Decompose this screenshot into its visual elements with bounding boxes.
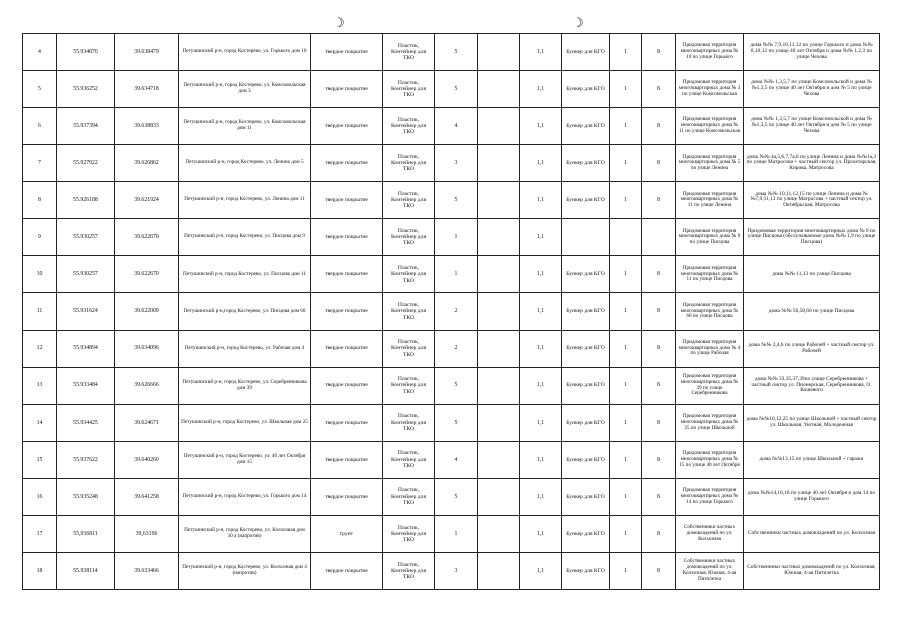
served-buildings-cell: дома №№13,15 по улице Школьной + гаражи	[744, 441, 880, 478]
yard-territory-cell: Придомовая территория многоквартирных дома № 60 по улице Писцова	[676, 293, 744, 330]
empty-cell	[478, 515, 520, 552]
longitude-cell: 39,63196	[115, 515, 179, 552]
yard-territory-cell: Собственники частных домовладений по ул. Колхозная, Южная, 4-ая Пятилетка	[676, 552, 744, 589]
table-row	[23, 108, 880, 145]
bunker-count-cell: 1	[610, 330, 642, 367]
row-number: 6	[23, 108, 57, 145]
latitude-cell: 55,936811	[57, 515, 115, 552]
container-material-cell: Пластик, Контейнер для ТКО	[383, 515, 435, 552]
table-row	[23, 34, 880, 71]
bunker-type-cell: Бункер для КГО	[562, 145, 610, 182]
address-cell: Петушинский р-н, город Костерево, ул. Горького дом 10	[179, 34, 311, 71]
bunker-volume-cell: 8	[642, 404, 676, 441]
row-number: 17	[23, 515, 57, 552]
yard-territory-cell: Придомовая территория многоквартирных дома № 15 по улице 40 лет Октября	[676, 441, 744, 478]
surface-cell: твердое покрытие	[311, 256, 383, 293]
surface-cell: грунт	[311, 515, 383, 552]
yard-territory-cell: Придомовая территория многоквартирных дома № 39 по улице Серебренникова	[676, 367, 744, 404]
longitude-cell: 39.634096	[115, 330, 179, 367]
surface-cell: твердое покрытие	[311, 404, 383, 441]
container-volume-cell: 1,1	[520, 256, 562, 293]
empty-cell	[478, 441, 520, 478]
bunker-count-cell	[610, 219, 642, 256]
served-buildings-cell: дома №№ 11,13 по улице Писцова	[744, 256, 880, 293]
address-cell: Петушинский р-н, город Костерево, ул. Серебренникова дом 39	[179, 367, 311, 404]
bunker-type-cell: Бункер для КГО	[562, 515, 610, 552]
longitude-cell: 39.622670	[115, 256, 179, 293]
empty-cell	[478, 367, 520, 404]
header-mark-right: ☽	[572, 15, 584, 30]
container-volume-cell: 1,1	[520, 478, 562, 515]
surface-cell: твердое покрытие	[311, 441, 383, 478]
longitude-cell: 39.634718	[115, 71, 179, 108]
served-buildings-cell: Собственники частных домовладений по ул. Колхозная, Южная, 4-ая Пятилетка	[744, 552, 880, 589]
surface-cell: твердое покрытие	[311, 330, 383, 367]
bunker-count-cell: 1	[610, 515, 642, 552]
address-cell: Петушинский р-н, город Костерево, ул. Ленина дом 11	[179, 182, 311, 219]
row-number: 7	[23, 145, 57, 182]
yard-territory-cell: Придомовая территория многоквартирных дома № 9 по улице Писцова	[676, 219, 744, 256]
bunker-count-cell: 1	[610, 34, 642, 71]
row-number: 18	[23, 552, 57, 589]
bunker-volume-cell: 8	[642, 515, 676, 552]
container-material-cell: Пластик, Контейнер для ТКО	[383, 367, 435, 404]
yard-territory-cell: Придомовая территория многоквартирных дома № 3 по улице Комсомольская	[676, 71, 744, 108]
bunker-type-cell: Бункер для КГО	[562, 552, 610, 589]
bunker-volume-cell: 8	[642, 441, 676, 478]
yard-territory-cell: Собственники частных домовладений по ул. Колхозная	[676, 515, 744, 552]
container-count-cell: 5	[435, 404, 478, 441]
row-number: 12	[23, 330, 57, 367]
address-cell: Петушинский р-н, город Костерево, ул. Колхозная дом 4 (напротив)	[179, 552, 311, 589]
address-cell: Петушинский р-н, город Костерево, ул. Школьная дом 25	[179, 404, 311, 441]
latitude-cell: 55.936252	[57, 71, 115, 108]
bunker-count-cell: 1	[610, 404, 642, 441]
longitude-cell: 39.638833	[115, 108, 179, 145]
table-row	[23, 404, 880, 441]
container-material-cell: Пластик, Контейнер для ТКО	[383, 182, 435, 219]
bunker-type-cell: Бункер для КГО	[562, 330, 610, 367]
empty-cell	[478, 330, 520, 367]
waste-sites-table	[22, 33, 880, 590]
row-number: 4	[23, 34, 57, 71]
container-material-cell: Пластик, Контейнер для ТКО	[383, 404, 435, 441]
bunker-volume-cell: 8	[642, 145, 676, 182]
served-buildings-cell: дома №№ 56,58,60 по улице Писцова	[744, 293, 880, 330]
container-volume-cell: 1,1	[520, 515, 562, 552]
address-cell: Петушинский р-н, город Костерево, ул. Рабочая дом 4	[179, 330, 311, 367]
address-cell: Петушинский р-н, город Костерево, ул. Горького дом 14	[179, 478, 311, 515]
latitude-cell: 55.934876	[57, 34, 115, 71]
bunker-type-cell: Бункер для КГО	[562, 256, 610, 293]
bunker-volume-cell: 8	[642, 478, 676, 515]
bunker-type-cell	[562, 219, 610, 256]
latitude-cell: 55.938114	[57, 552, 115, 589]
bunker-count-cell: 1	[610, 71, 642, 108]
bunker-volume-cell: 8	[642, 367, 676, 404]
longitude-cell: 39.624671	[115, 404, 179, 441]
served-buildings-cell: дома №№ 33,35,37,39по улице Серебренникова + частный сектор ул. Пионерская, Серебренникова, О. Кошевого	[744, 367, 880, 404]
address-cell: Петушинский р-н, город Костерево, ул. Писцова дом 11	[179, 256, 311, 293]
table-row	[23, 182, 880, 219]
container-material-cell: Пластик, Контейнер для ТКО	[383, 108, 435, 145]
bunker-volume-cell: 8	[642, 108, 676, 145]
bunker-volume-cell: 8	[642, 182, 676, 219]
bunker-volume-cell	[642, 219, 676, 256]
bunker-type-cell: Бункер для КГО	[562, 71, 610, 108]
surface-cell: твердое покрытие	[311, 552, 383, 589]
latitude-cell: 55.927922	[57, 145, 115, 182]
table-row	[23, 478, 880, 515]
yard-territory-cell: Придомовая территория многоквартирных дома № 14 по улице Горького	[676, 478, 744, 515]
table-row	[23, 367, 880, 404]
container-count-cell: 2	[435, 293, 478, 330]
table-row	[23, 330, 880, 367]
longitude-cell: 39.640260	[115, 441, 179, 478]
served-buildings-cell: дома №№ 10,11,12,15 по улице Ленина и дома №№7,9,11,13 по улице Матросова + частный сектор ул. Октябрьская, Матросова	[744, 182, 880, 219]
table-row	[23, 515, 880, 552]
container-material-cell: Пластик, Контейнер для ТКО	[383, 219, 435, 256]
empty-cell	[478, 219, 520, 256]
surface-cell: твердое покрытие	[311, 71, 383, 108]
latitude-cell: 55.935248	[57, 478, 115, 515]
longitude-cell: 39.626666	[115, 367, 179, 404]
bunker-volume-cell: 8	[642, 71, 676, 108]
bunker-volume-cell: 8	[642, 256, 676, 293]
longitude-cell: 39.626862	[115, 145, 179, 182]
container-material-cell: Пластик, Контейнер для ТКО	[383, 256, 435, 293]
empty-cell	[478, 108, 520, 145]
container-count-cell: 5	[435, 71, 478, 108]
longitude-cell: 39.633466	[115, 552, 179, 589]
empty-cell	[478, 71, 520, 108]
bunker-type-cell: Бункер для КГО	[562, 34, 610, 71]
address-cell: Петушинский р-н, город Костерево, ул. Ленина дом 5	[179, 145, 311, 182]
bunker-count-cell: 1	[610, 478, 642, 515]
longitude-cell: 39.638479	[115, 34, 179, 71]
container-material-cell: Пластик, Контейнер для ТКО	[383, 552, 435, 589]
latitude-cell: 55.937394	[57, 108, 115, 145]
yard-territory-cell: Придомовая территория многоквартирных дома № 11 по улице Ленина	[676, 182, 744, 219]
container-material-cell: Пластик, Контейнер для ТКО	[383, 441, 435, 478]
container-volume-cell: 1,1	[520, 404, 562, 441]
bunker-type-cell: Бункер для КГО	[562, 367, 610, 404]
served-buildings-cell: Придомовая территория многоквартирных дома № 9 по улице Писцова (обслуживаемые дома №№ 1,9 по улице Писцова)	[744, 219, 880, 256]
served-buildings-cell: дома №№ 2,4,6 по улице Рабочей + частный сектор ул. Рабочей	[744, 330, 880, 367]
container-count-cell: 3	[435, 552, 478, 589]
header-mark-left: ☽	[333, 15, 345, 30]
address-cell: Петушинский р-н, город Костерево, ул. Комсомольская дом 3	[179, 71, 311, 108]
container-volume-cell: 1,1	[520, 71, 562, 108]
latitude-cell: 55.934894	[57, 330, 115, 367]
table-row	[23, 552, 880, 589]
container-volume-cell: 1,1	[520, 219, 562, 256]
yard-territory-cell: Придомовая территория многоквартирных дома № 25 по улице Школьной	[676, 404, 744, 441]
table-row	[23, 219, 880, 256]
bunker-count-cell: 1	[610, 256, 642, 293]
served-buildings-cell: дома №№ 1,3,5,7 по улице Комсомольской и дома №№1,3,5 по улице 40 лет Октября и дом № 5 по улице Чехова	[744, 71, 880, 108]
container-material-cell: Пластик, Контейнер для ТКО	[383, 330, 435, 367]
yard-territory-cell: Придомовая территория многоквартирных дома № 11 по улице Комсомольская	[676, 108, 744, 145]
bunker-count-cell: 1	[610, 293, 642, 330]
address-cell: Петушинский р-н, город Костерево, ул. 40 лет Октября дом 15	[179, 441, 311, 478]
latitude-cell: 55.930257	[57, 256, 115, 293]
bunker-type-cell: Бункер для КГО	[562, 293, 610, 330]
container-volume-cell: 1,1	[520, 441, 562, 478]
bunker-volume-cell: 8	[642, 552, 676, 589]
empty-cell	[478, 478, 520, 515]
container-volume-cell: 1,1	[520, 182, 562, 219]
longitude-cell: 39.641258	[115, 478, 179, 515]
container-count-cell: 1	[435, 515, 478, 552]
surface-cell: твердое покрытие	[311, 108, 383, 145]
bunker-volume-cell: 8	[642, 330, 676, 367]
bunker-count-cell: 1	[610, 182, 642, 219]
table-row	[23, 441, 880, 478]
empty-cell	[478, 182, 520, 219]
yard-territory-cell: Придомовая территория многоквартирных дома № 10 по улице Горького	[676, 34, 744, 71]
container-volume-cell: 1,1	[520, 293, 562, 330]
container-count-cell: 5	[435, 478, 478, 515]
latitude-cell: 55.933484	[57, 367, 115, 404]
latitude-cell: 55.931624	[57, 293, 115, 330]
container-volume-cell: 1,1	[520, 552, 562, 589]
container-material-cell: Пластик, Контейнер для ТКО	[383, 71, 435, 108]
table-row	[23, 145, 880, 182]
bunker-type-cell: Бункер для КГО	[562, 441, 610, 478]
served-buildings-cell: Собственники частных домовладений по ул. Колхозная	[744, 515, 880, 552]
row-number: 8	[23, 182, 57, 219]
empty-cell	[478, 256, 520, 293]
surface-cell: твердое покрытие	[311, 145, 383, 182]
table-row	[23, 293, 880, 330]
container-material-cell: Пластик, Контейнер для ТКО	[383, 34, 435, 71]
container-volume-cell: 1,1	[520, 34, 562, 71]
container-material-cell: Пластик, Контейнер для ТКО	[383, 293, 435, 330]
latitude-cell: 55.930257	[57, 219, 115, 256]
row-number: 10	[23, 256, 57, 293]
longitude-cell: 39.621924	[115, 182, 179, 219]
container-volume-cell: 1,1	[520, 108, 562, 145]
served-buildings-cell: дома №№ 7,9,10,11,12 по улице Горького и дома №№ 8,10,12 по улице 40 лет Октября и дома №№ 1,2,3 по улице Чехова	[744, 34, 880, 71]
container-count-cell: 4	[435, 108, 478, 145]
container-count-cell: 3	[435, 145, 478, 182]
table-row	[23, 256, 880, 293]
longitude-cell: 39.622009	[115, 293, 179, 330]
served-buildings-cell: дома №№14,16,18 по улице 40 лет Октября и дом 14 по улице Горького	[744, 478, 880, 515]
bunker-type-cell: Бункер для КГО	[562, 182, 610, 219]
empty-cell	[478, 404, 520, 441]
empty-cell	[478, 552, 520, 589]
row-number: 15	[23, 441, 57, 478]
address-cell: Петушинский р-н, город Костерево, ул. Колхозная дом 30 а (напротив)	[179, 515, 311, 552]
empty-cell	[478, 34, 520, 71]
empty-cell	[478, 145, 520, 182]
yard-territory-cell: Придомовая территория многоквартирных дома № 11 по улице Писцова	[676, 256, 744, 293]
address-cell: Петушинский р-н, город Костерево, ул. Комсомольская дом 11	[179, 108, 311, 145]
bunker-volume-cell: 8	[642, 293, 676, 330]
container-count-cell: 5	[435, 182, 478, 219]
bunker-count-cell: 1	[610, 108, 642, 145]
latitude-cell: 55.934425	[57, 404, 115, 441]
latitude-cell: 55.937622	[57, 441, 115, 478]
bunker-count-cell: 1	[610, 145, 642, 182]
container-volume-cell: 1,1	[520, 145, 562, 182]
bunker-count-cell: 1	[610, 441, 642, 478]
address-cell: Петушинский р-н, город Костерево, ул. Писцова дом 9	[179, 219, 311, 256]
longitude-cell: 39.622670	[115, 219, 179, 256]
container-material-cell: Пластик, Контейнер для ТКО	[383, 145, 435, 182]
row-number: 14	[23, 404, 57, 441]
container-volume-cell: 1,1	[520, 367, 562, 404]
empty-cell	[478, 293, 520, 330]
container-count-cell: 5	[435, 34, 478, 71]
served-buildings-cell: дома №№ 1,3,5,7 по улице Комсомольской и дома №№1,3,5 по улице 40 лет Октября и дом № 5 по улице Чехова	[744, 108, 880, 145]
container-material-cell: Пластик, Контейнер для ТКО	[383, 478, 435, 515]
container-count-cell: 1	[435, 219, 478, 256]
surface-cell: твердое покрытие	[311, 182, 383, 219]
surface-cell: твердое покрытие	[311, 293, 383, 330]
yard-territory-cell: Придомовая территория многоквартирных дома № 5 по улице Ленина	[676, 145, 744, 182]
bunker-count-cell: 1	[610, 367, 642, 404]
row-number: 5	[23, 71, 57, 108]
surface-cell: твердое покрытие	[311, 34, 383, 71]
container-count-cell: 5	[435, 367, 478, 404]
container-volume-cell: 1,1	[520, 330, 562, 367]
container-count-cell: 4	[435, 441, 478, 478]
served-buildings-cell: дома №№10,12,25 по улице Школьной + частный сектор ул. Школьная, Уютная, Молодежная	[744, 404, 880, 441]
bunker-type-cell: Бункер для КГО	[562, 404, 610, 441]
bunker-volume-cell: 8	[642, 34, 676, 71]
surface-cell: твердое покрытие	[311, 478, 383, 515]
row-number: 16	[23, 478, 57, 515]
latitude-cell: 55.926188	[57, 182, 115, 219]
address-cell: Петушинский р-н,город Костерево, ул. Писцова дом 60	[179, 293, 311, 330]
container-count-cell: 2	[435, 330, 478, 367]
container-count-cell: 1	[435, 256, 478, 293]
bunker-count-cell: 1	[610, 552, 642, 589]
table-row	[23, 71, 880, 108]
row-number: 9	[23, 219, 57, 256]
row-number: 13	[23, 367, 57, 404]
served-buildings-cell: дома №№ 4а,5,6,7,7а,8 по улице Ленина и дома №№1а,3 по улице Матросова + частный сектор ул. Пролетарская, Кирова, Матросова	[744, 145, 880, 182]
bunker-type-cell: Бункер для КГО	[562, 108, 610, 145]
bunker-type-cell: Бункер для КГО	[562, 478, 610, 515]
row-number: 11	[23, 293, 57, 330]
surface-cell: твердое покрытие	[311, 367, 383, 404]
yard-territory-cell: Придомовая территория многоквартирных дома № 4 по улице Рабочая	[676, 330, 744, 367]
surface-cell: твердое покрытие	[311, 219, 383, 256]
